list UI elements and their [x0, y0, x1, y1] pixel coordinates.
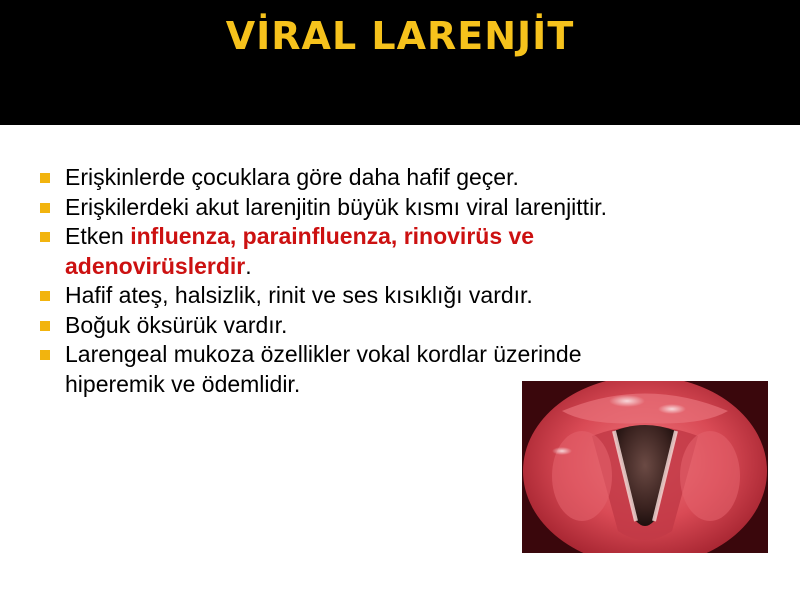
larynx-endoscopy-image — [522, 381, 768, 553]
bullet-text-highlight: influenza, parainfluenza, rinovirüs ve adenovirüslerdir — [65, 223, 535, 279]
slide-title: VİRAL LARENJİT — [225, 14, 575, 58]
square-bullet-icon — [40, 203, 50, 213]
bullet-text-suffix: . — [245, 252, 252, 279]
bullet-text: Larengeal mukoza özellikler vokal kordlar üzerinde hiperemik ve ödemlidir. — [65, 341, 582, 397]
square-bullet-icon — [40, 232, 50, 242]
bullet-text: Hafif ateş, halsizlik, rinit ve ses kısıklığı vardır. — [65, 282, 533, 308]
bullet-text: Erişkilerdeki akut larenjitin büyük kısmı viral larenjittir. — [65, 193, 607, 220]
square-bullet-icon — [40, 321, 50, 331]
bullet-text: Boğuk öksürük vardır. — [65, 311, 288, 338]
bullet-item — [40, 163, 680, 193]
bullet-text-prefix: Etken — [65, 223, 131, 249]
title-bar — [0, 0, 800, 125]
bullet-item — [40, 281, 680, 311]
square-bullet-icon — [40, 350, 50, 360]
bullet-text: Erişkinlerde çocuklara göre daha hafif geçer. — [65, 164, 519, 190]
square-bullet-icon — [40, 173, 50, 183]
bullet-item — [40, 193, 680, 223]
square-bullet-icon — [40, 291, 50, 301]
bullet-item — [40, 222, 680, 281]
bullet-item — [40, 311, 680, 341]
bullet-list — [40, 163, 680, 399]
